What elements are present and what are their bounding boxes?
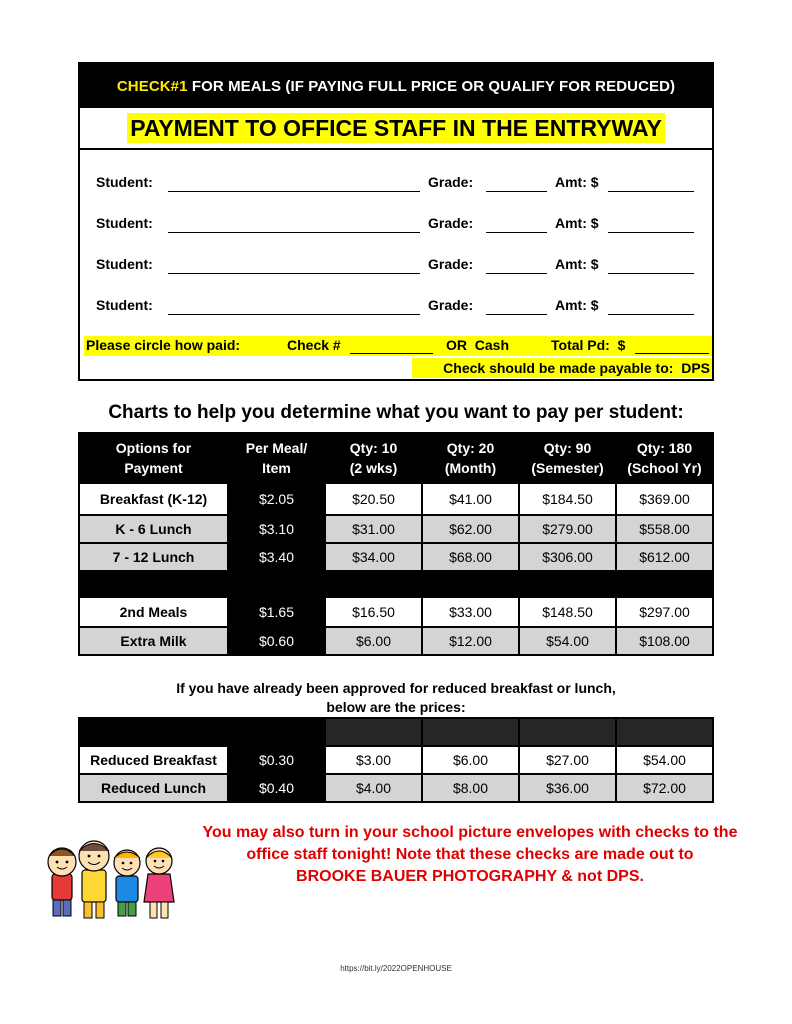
student-label: Student: bbox=[96, 256, 153, 272]
qty-90-cell: $27.00 bbox=[519, 746, 616, 774]
amount-label: Amt: $ bbox=[555, 174, 599, 190]
divider-cell bbox=[325, 571, 422, 597]
qty-180-cell: $72.00 bbox=[616, 774, 713, 802]
qty-20-cell: $41.00 bbox=[422, 483, 519, 515]
amount-blank[interactable] bbox=[608, 314, 694, 315]
reduced-header-cell bbox=[79, 718, 228, 746]
row-label: 2nd Meals bbox=[79, 597, 228, 627]
reduced-note-line-2: below are the prices: bbox=[326, 699, 466, 715]
qty-90-cell: $36.00 bbox=[519, 774, 616, 802]
qty-180-cell: $54.00 bbox=[616, 746, 713, 774]
header-qty-20: Qty: 20 (Month) bbox=[422, 433, 519, 483]
row-label: K - 6 Lunch bbox=[79, 515, 228, 543]
meal-payment-form bbox=[78, 62, 714, 381]
grade-blank[interactable] bbox=[486, 232, 547, 233]
qty-10-cell: $6.00 bbox=[325, 627, 422, 655]
grade-label: Grade: bbox=[428, 174, 474, 190]
qty-10-cell: $31.00 bbox=[325, 515, 422, 543]
table-row bbox=[79, 774, 713, 802]
qty-20-cell: $62.00 bbox=[422, 515, 519, 543]
student-row-4 bbox=[96, 297, 696, 317]
student-name-blank[interactable] bbox=[168, 314, 420, 315]
grade-label: Grade: bbox=[428, 256, 474, 272]
per-meal-cell: $1.65 bbox=[228, 597, 325, 627]
form-header-text: FOR MEALS (IF PAYING FULL PRICE OR QUALIFY FOR REDUCED) bbox=[187, 77, 676, 95]
per-meal-cell: $0.40 bbox=[228, 774, 325, 802]
table-row bbox=[79, 746, 713, 774]
student-name-blank[interactable] bbox=[168, 191, 420, 192]
form-header bbox=[80, 64, 712, 108]
qty-90-cell: $306.00 bbox=[519, 543, 616, 571]
per-meal-cell: $2.05 bbox=[228, 483, 325, 515]
divider-cell bbox=[519, 571, 616, 597]
payment-method-row bbox=[84, 336, 712, 356]
qty-10-cell: $34.00 bbox=[325, 543, 422, 571]
footer-link[interactable]: https://bit.ly/2022OPENHOUSE bbox=[340, 964, 452, 973]
qty-10-cell: $16.50 bbox=[325, 597, 422, 627]
qty-20-cell: $68.00 bbox=[422, 543, 519, 571]
check-number-label: Check # bbox=[287, 337, 341, 353]
reduced-header-cell bbox=[325, 718, 422, 746]
table-divider-row bbox=[79, 571, 713, 597]
qty-10-cell: $20.50 bbox=[325, 483, 422, 515]
reduced-header-cell bbox=[519, 718, 616, 746]
reduced-header-cell bbox=[616, 718, 713, 746]
amount-blank[interactable] bbox=[608, 232, 694, 233]
kids-clipart-icon bbox=[40, 836, 182, 926]
student-name-blank[interactable] bbox=[168, 273, 420, 274]
qty-20-cell: $33.00 bbox=[422, 597, 519, 627]
reduced-header-cell bbox=[228, 718, 325, 746]
reduced-prices-note bbox=[0, 679, 792, 717]
qty-180-cell: $108.00 bbox=[616, 627, 713, 655]
reduced-header-row bbox=[79, 718, 713, 746]
or-cash-option[interactable]: OR Cash bbox=[446, 337, 510, 353]
notice-line-1: You may also turn in your school picture envelopes with checks to the bbox=[202, 824, 738, 841]
qty-90-cell: $184.50 bbox=[519, 483, 616, 515]
amount-blank[interactable] bbox=[608, 191, 694, 192]
qty-20-cell: $6.00 bbox=[422, 746, 519, 774]
header-per-meal: Per Meal/ Item bbox=[228, 433, 325, 483]
form-title: PAYMENT TO OFFICE STAFF IN THE ENTRYWAY bbox=[127, 113, 665, 143]
kid-blue-icon bbox=[114, 850, 140, 916]
reduced-price-table bbox=[78, 717, 714, 803]
kid-yellow-icon bbox=[79, 841, 109, 918]
per-meal-cell: $0.60 bbox=[228, 627, 325, 655]
student-row-2 bbox=[96, 215, 696, 235]
table-row bbox=[79, 543, 713, 571]
divider-cell bbox=[422, 571, 519, 597]
qty-180-cell: $297.00 bbox=[616, 597, 713, 627]
header-qty-90: Qty: 90 (Semester) bbox=[519, 433, 616, 483]
qty-180-cell: $558.00 bbox=[616, 515, 713, 543]
qty-90-cell: $279.00 bbox=[519, 515, 616, 543]
row-label: Extra Milk bbox=[79, 627, 228, 655]
grade-label: Grade: bbox=[428, 215, 474, 231]
qty-180-cell: $369.00 bbox=[616, 483, 713, 515]
per-meal-cell: $0.30 bbox=[228, 746, 325, 774]
amount-label: Amt: $ bbox=[555, 297, 599, 313]
meal-price-table bbox=[78, 432, 714, 656]
qty-20-cell: $8.00 bbox=[422, 774, 519, 802]
photo-envelope-notice bbox=[180, 822, 760, 888]
notice-line-3: BROOKE BAUER PHOTOGRAPHY & not DPS. bbox=[296, 868, 644, 885]
student-name-blank[interactable] bbox=[168, 232, 420, 233]
amount-blank[interactable] bbox=[608, 273, 694, 274]
student-row-1 bbox=[96, 174, 696, 194]
table-row bbox=[79, 483, 713, 515]
row-label: 7 - 12 Lunch bbox=[79, 543, 228, 571]
table-row bbox=[79, 597, 713, 627]
reduced-header-cell bbox=[422, 718, 519, 746]
divider-cell bbox=[616, 571, 713, 597]
amount-label: Amt: $ bbox=[555, 215, 599, 231]
total-paid-label: Total Pd: $ bbox=[551, 337, 626, 353]
reduced-note-line-1: If you have already been approved for reduced breakfast or lunch, bbox=[176, 680, 616, 696]
row-label: Reduced Breakfast bbox=[79, 746, 228, 774]
qty-180-cell: $612.00 bbox=[616, 543, 713, 571]
amount-label: Amt: $ bbox=[555, 256, 599, 272]
per-meal-cell: $3.40 bbox=[228, 543, 325, 571]
check-number-blank[interactable] bbox=[350, 353, 433, 354]
form-title-row bbox=[80, 108, 712, 150]
row-label: Reduced Lunch bbox=[79, 774, 228, 802]
total-paid-blank[interactable] bbox=[635, 353, 709, 354]
charts-heading: Charts to help you determine what you want to pay per student: bbox=[108, 402, 684, 423]
header-qty-10: Qty: 10 (2 wks) bbox=[325, 433, 422, 483]
kid-red-icon bbox=[48, 848, 76, 916]
student-label: Student: bbox=[96, 297, 153, 313]
per-meal-cell: $3.10 bbox=[228, 515, 325, 543]
form-header-check-number: CHECK#1 bbox=[116, 77, 188, 95]
student-label: Student: bbox=[96, 174, 153, 190]
student-label: Student: bbox=[96, 215, 153, 231]
grade-label: Grade: bbox=[428, 297, 474, 313]
qty-90-cell: $148.50 bbox=[519, 597, 616, 627]
qty-10-cell: $4.00 bbox=[325, 774, 422, 802]
grade-blank[interactable] bbox=[486, 191, 547, 192]
divider-cell bbox=[79, 571, 228, 597]
student-row-3 bbox=[96, 256, 696, 276]
payable-to-note: Check should be made payable to: DPS bbox=[412, 358, 712, 378]
table-header-row bbox=[79, 433, 713, 483]
header-qty-180: Qty: 180 (School Yr) bbox=[616, 433, 713, 483]
notice-line-2: office staff tonight! Note that these checks are made out to bbox=[246, 846, 694, 863]
qty-90-cell: $54.00 bbox=[519, 627, 616, 655]
qty-10-cell: $3.00 bbox=[325, 746, 422, 774]
kid-pink-icon bbox=[144, 848, 174, 918]
pay-method-prompt: Please circle how paid: bbox=[86, 337, 241, 353]
row-label: Breakfast (K-12) bbox=[79, 483, 228, 515]
divider-cell bbox=[228, 571, 325, 597]
table-row bbox=[79, 515, 713, 543]
grade-blank[interactable] bbox=[486, 314, 547, 315]
qty-20-cell: $12.00 bbox=[422, 627, 519, 655]
table-row bbox=[79, 627, 713, 655]
grade-blank[interactable] bbox=[486, 273, 547, 274]
header-options: Options for Payment bbox=[79, 433, 228, 483]
